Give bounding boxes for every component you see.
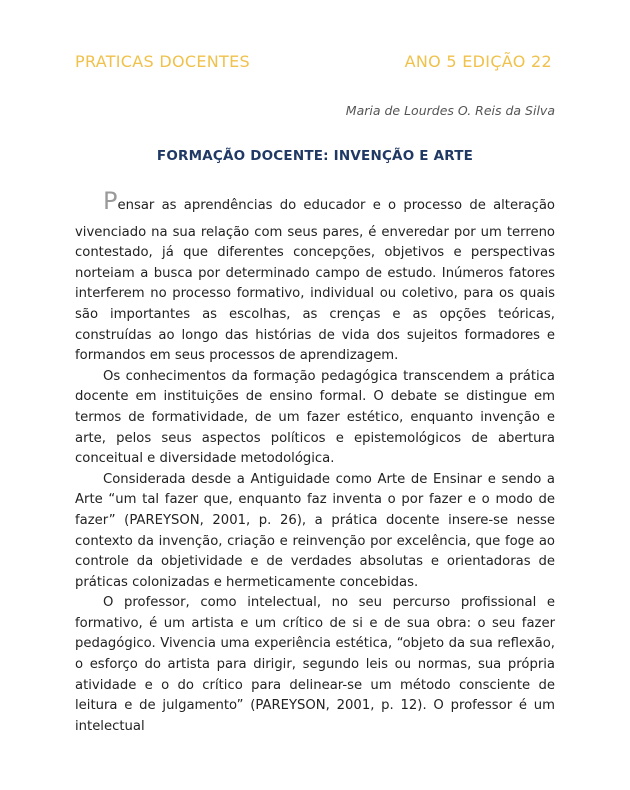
header-issue-number: ANO 5 EDIÇÃO 22 [404, 52, 552, 71]
paragraph-4: O professor, como intelectual, no seu percurso profissional e formativo, é um artista e um crítico de si e de sua obra: o seu fazer pedagógico. Vivencia uma experiência estética, “objeto da sua reflexão, o esforço do artista para dirigir, segundo leis ou normas, sua própria atividade e o do crítico para delinear-se um método consciente de leitura e de julgamento” (PAREYSON, 2001, p. 12). O professor é um intelectual [75, 595, 555, 734]
header-journal-name: PRATICAS DOCENTES [75, 52, 250, 71]
paragraph-2: Os conhecimentos da formação pedagógica transcendem a prática docente em instituições de ensino formal. O debate se distingue em termos de formatividade, de um fazer estético, enquanto invenção e arte, pelos seus aspectos políticos e epistemológicos de abertura conceitual e diversidade metodológica. [75, 368, 555, 467]
paragraph-1-continued: vivenciado na sua relação com seus pares, é enveredar por um terreno contestado, já que diferentes concepções, objetivos e perspectivas norteiam a busca por determinado campo de estudo. Inúmeros fatores interferem no processo formativo, individual ou coletivo, para os quais são importantes as escolhas, as crenças e as opções teóricas, construídas ao longo das histórias de vida dos sujeitos formadores e formandos em seus processos de aprendizagem. [75, 224, 555, 364]
drop-cap: P [103, 187, 118, 215]
paragraph-3: Considerada desde a Antiguidade como Arte de Ensinar e sendo a Arte “um tal fazer que, enquanto faz inventa o por fazer e o modo de fazer” (PAREYSON, 2001, p. 26), a prática docente insere-se nesse contexto da invenção, criação e reinvenção por excelência, que foge ao controle da objetividade e de verdades absolutas e orientadoras de práticas colonizadas e hermeticamente concebidas. [75, 471, 555, 590]
paragraph-1-first-line-text: ensar as aprendências do educador e o processo de alteração [117, 198, 555, 213]
article-body [75, 187, 555, 737]
author-name: Maria de Lourdes O. Reis da Silva [345, 103, 555, 118]
article-title: FORMAÇÃO DOCENTE: INVENÇÃO E ARTE [156, 148, 474, 164]
paragraph-1-first-line [75, 187, 555, 217]
